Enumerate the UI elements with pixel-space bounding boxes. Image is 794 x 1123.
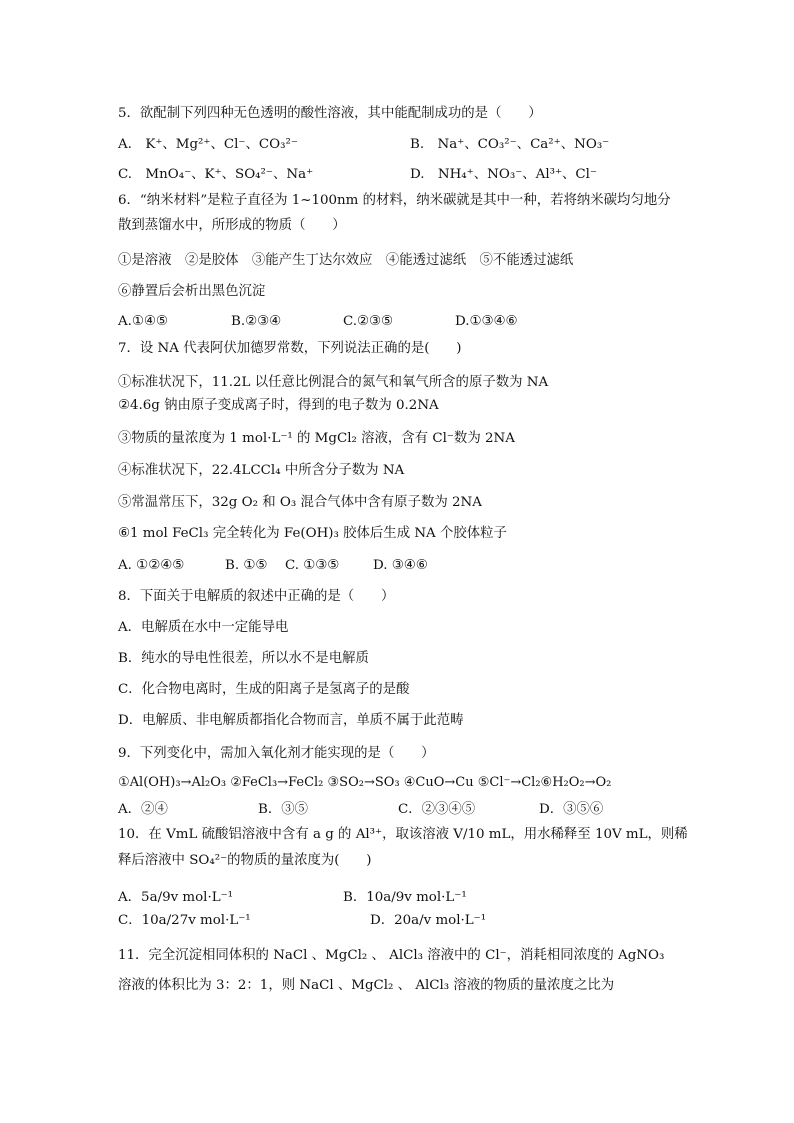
q5-option-b: B. Na⁺、CO₃²⁻、Ca²⁺、NO₃⁻ <box>410 137 610 152</box>
q5-option-a: A. K⁺、Mg²⁺、Cl⁻、CO₃²⁻ <box>118 137 298 152</box>
q9-option-c: C．②③④⑤ <box>398 802 476 817</box>
q10-option-b: B．10a/9v mol·L⁻¹ <box>343 890 467 905</box>
q6-option-c: C.②③⑤ <box>343 314 394 329</box>
q8-option-d: D．电解质、非电解质都指化合物而言，单质不属于此范畴 <box>118 713 464 728</box>
q6-stem-line1: 6．“纳米材料”是粒子直径为 1~100nm 的材料，纳米碳就是其中一种，若将纳米碳均匀地分 <box>118 193 671 208</box>
q6-option-b: B.②③④ <box>231 314 282 329</box>
q8-option-b: B．纯水的导电性很差，所以水不是电解质 <box>118 651 369 666</box>
q10-stem-line1: 10．在 VmL 硫酸铝溶液中含有 a g 的 Al³⁺，取该溶液 V/10 mL，用水稀释至 10V mL，则稀 <box>118 827 688 842</box>
q6-option-d: D.①③④⑥ <box>455 314 518 329</box>
q7-statement-4: ④标准状况下，22.4LCCl₄ 中所含分子数为 NA <box>118 463 405 478</box>
q7-option-b: B. ①⑤ <box>225 558 268 573</box>
q10-option-d: D．20a/v mol·L⁻¹ <box>370 913 487 928</box>
q10-option-c: C．10a/27v mol·L⁻¹ <box>118 913 251 928</box>
q5-option-d: D. NH₄⁺、NO₃⁻、Al³⁺、Cl⁻ <box>410 167 598 182</box>
q7-option-c: C. ①③⑤ <box>285 558 340 573</box>
q9-stem: 9．下列变化中，需加入氧化剂才能实现的是（ ） <box>118 746 435 761</box>
q10-option-a: A．5a/9v mol·L⁻¹ <box>118 890 234 905</box>
q10-stem-line2: 释后溶液中 SO₄²⁻的物质的量浓度为( ) <box>118 853 372 868</box>
q6-stem-line2: 散到蒸馏水中，所形成的物质（ ） <box>118 218 346 233</box>
q5-stem: 5．欲配制下列四种无色透明的酸性溶液，其中能配制成功的是（ ） <box>118 106 542 121</box>
q11-stem-line2: 溶液的体积比为 3：2：1，则 NaCl 、MgCl₂ 、 AlCl₃ 溶液的物质的量浓度之比为 <box>118 978 615 993</box>
q6-option-a: A.①④⑤ <box>118 314 168 329</box>
q9-transformations: ①Al(OH)₃→Al₂O₃ ②FeCl₃→FeCl₂ ③SO₂→SO₃ ④CuO→Cu ⑤Cl⁻→Cl₂⑥H₂O₂→O₂ <box>118 775 612 790</box>
q8-option-c: C．化合物电离时，生成的阳离子是氢离子的是酸 <box>118 682 410 697</box>
q7-statement-3: ③物质的量浓度为 1 mol·L⁻¹ 的 MgCl₂ 溶液，含有 Cl⁻数为 2NA <box>118 431 515 446</box>
q11-stem-line1: 11．完全沉淀相同体积的 NaCl 、MgCl₂ 、 AlCl₃ 溶液中的 Cl⁻，消耗相同浓度的 AgNO₃ <box>118 948 665 963</box>
q8-option-a: A．电解质在水中一定能导电 <box>118 620 289 635</box>
q9-option-d: D．③⑤⑥ <box>539 802 604 817</box>
q7-statement-1: ①标准状况下，11.2L 以任意比例混合的氮气和氧气所含的原子数为 NA <box>118 375 549 390</box>
q5-option-c: C. MnO₄⁻、K⁺、SO₄²⁻、Na⁺ <box>118 167 314 182</box>
q7-option-a: A. ①②④⑤ <box>118 558 185 573</box>
q7-stem: 7．设 NA 代表阿伏加德罗常数，下列说法正确的是( ) <box>118 341 462 356</box>
q8-stem: 8．下面关于电解质的叙述中正确的是（ ） <box>118 589 395 604</box>
q6-statements-line2: ⑥静置后会析出黑色沉淀 <box>118 284 266 299</box>
q7-statement-6: ⑥1 mol FeCl₃ 完全转化为 Fe(OH)₃ 胶体后生成 NA 个胶体粒子 <box>118 526 507 541</box>
q6-statements-line1: ①是溶液 ②是胶体 ③能产生丁达尔效应 ④能透过滤纸 ⑤不能透过滤纸 <box>118 253 574 268</box>
q7-option-d: D. ③④⑥ <box>373 558 428 573</box>
q7-statement-5: ⑤常温常压下，32g O₂ 和 O₃ 混合气体中含有原子数为 2NA <box>118 495 482 510</box>
q9-option-b: B．③⑤ <box>258 802 309 817</box>
q7-statement-2: ②4.6g 钠由原子变成离子时，得到的电子数为 0.2NA <box>118 398 439 413</box>
q9-option-a: A．②④ <box>118 802 168 817</box>
